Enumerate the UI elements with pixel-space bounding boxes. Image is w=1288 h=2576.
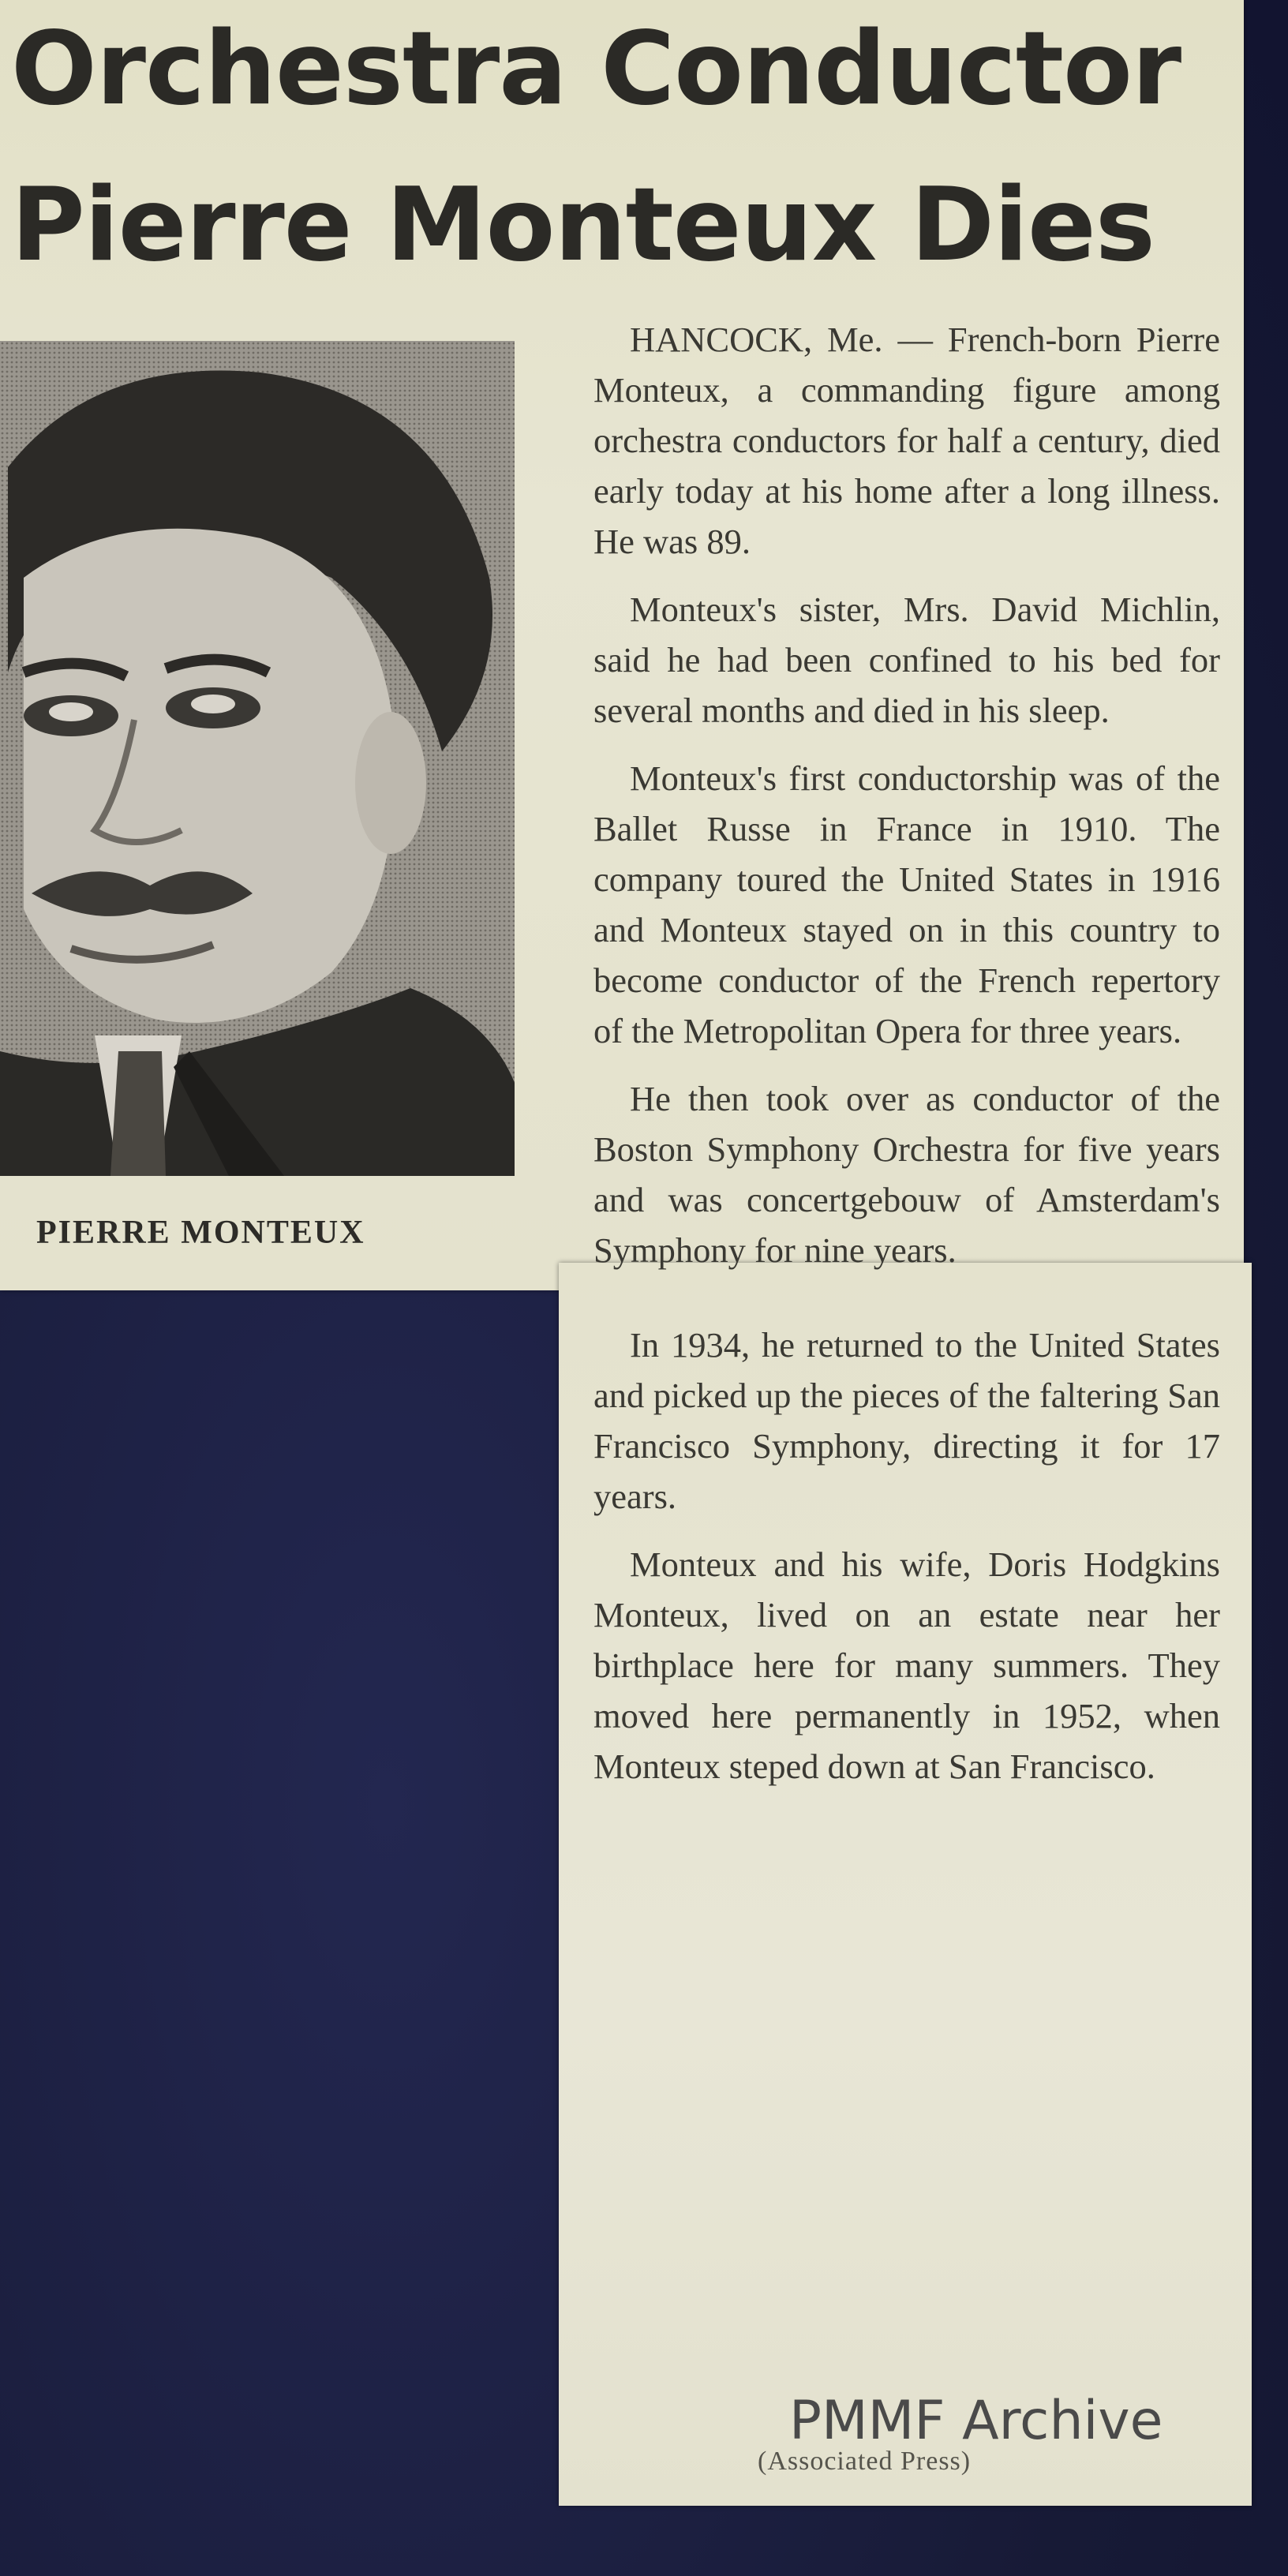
source-credit: (Associated Press) bbox=[758, 2447, 972, 2476]
portrait-image bbox=[0, 341, 515, 1176]
article-paragraph: Monteux's first conductorship was of the Ballet Russe in France in 1910. The company toured the United States in 1916 and Monteux stayed on in this country to become conductor of the French repertory of the Metropolitan Opera for three years. bbox=[593, 758, 1220, 1050]
article-paragraph: Monteux's sister, Mrs. David Michlin, said he had been confined to his bed for several months and died in his sleep. bbox=[593, 590, 1220, 730]
article-paragraph: He then took over as conductor of the Boston Symphony Orchestra for five years and was concertgebouw of Amsterdam's Symphony for nine years. bbox=[593, 1079, 1220, 1270]
article-paragraph: Monteux and his wife, Doris Hodgkins Monteux, lived on an estate near her birthplace here for many summers. They moved here permanently in 1952, when Monteux steped down at San Francisco. bbox=[593, 1544, 1220, 1786]
article-paragraph: HANCOCK, Me. — French-born Pierre Monteux, a commanding figure among orchestra conductors for half a century, died early today at his home after a long illness. He was 89. bbox=[593, 320, 1220, 561]
archive-watermark: PMMF Archive bbox=[789, 2390, 1163, 2452]
headline-line-1: Orchestra Conductor bbox=[11, 10, 1181, 128]
photo-caption: PIERRE MONTEUX bbox=[36, 1215, 365, 1251]
portrait-photo bbox=[0, 341, 515, 1176]
article-paragraph: In 1934, he returned to the United States and picked up the pieces of the faltering San Francisco Symphony, directing it for 17 years. bbox=[593, 1325, 1220, 1516]
article-body bbox=[593, 314, 1220, 1809]
headline-line-2: Pierre Monteux Dies bbox=[11, 167, 1155, 284]
